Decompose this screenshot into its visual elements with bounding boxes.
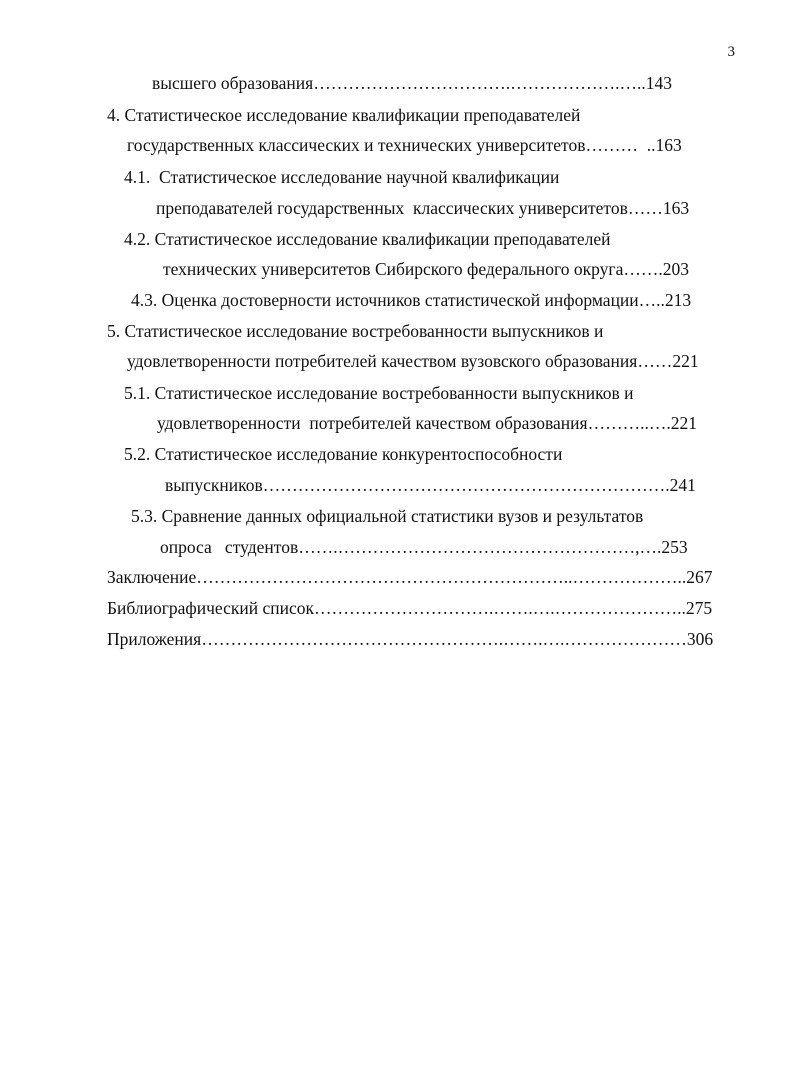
toc-line: удовлетворенности потребителей качеством образования………..….221 [157, 413, 697, 433]
toc-line: 5.2. Статистическое исследование конкурентоспособности [124, 444, 563, 464]
toc-line: 4.2. Статистическое исследование квалификации преподавателей [124, 229, 611, 249]
toc-line: Приложения…………………………………………….…….….…………………306 [107, 629, 714, 649]
toc-line: государственных классических и технических университетов……… ..163 [127, 135, 682, 155]
toc-line: технических университетов Сибирского федерального округа…….203 [163, 259, 689, 279]
toc-line: выпускников…………………………………………………………….241 [165, 475, 696, 495]
toc-line: 5.3. Сравнение данных официальной статистики вузов и результатов [131, 506, 644, 526]
toc-line: Заключение………………………………………………………..………………..267 [107, 567, 713, 587]
toc-line: преподавателей государственных классических университетов……163 [156, 198, 690, 218]
toc-line: 4.1. Статистическое исследование научной квалификации [124, 167, 560, 187]
toc-line: 4. Статистическое исследование квалификации преподавателей [107, 105, 581, 125]
toc-line: опроса студентов…….……………………………………………,….253 [160, 537, 688, 557]
toc-line: 5.1. Статистическое исследование востребованности выпускников и [124, 383, 634, 403]
toc-line: удовлетворенности потребителей качеством вузовского образования……221 [127, 351, 699, 371]
toc-line: Библиографический список………………………….…….….…………………..275 [107, 598, 713, 618]
toc-line: 5. Статистическое исследование востребованности выпускников и [107, 321, 604, 341]
toc-line: 4.3. Оценка достоверности источников статистической информации…..213 [131, 290, 692, 310]
page-number: 3 [727, 44, 735, 60]
toc-line: высшего образования…………………………….……………….…..143 [152, 73, 672, 93]
